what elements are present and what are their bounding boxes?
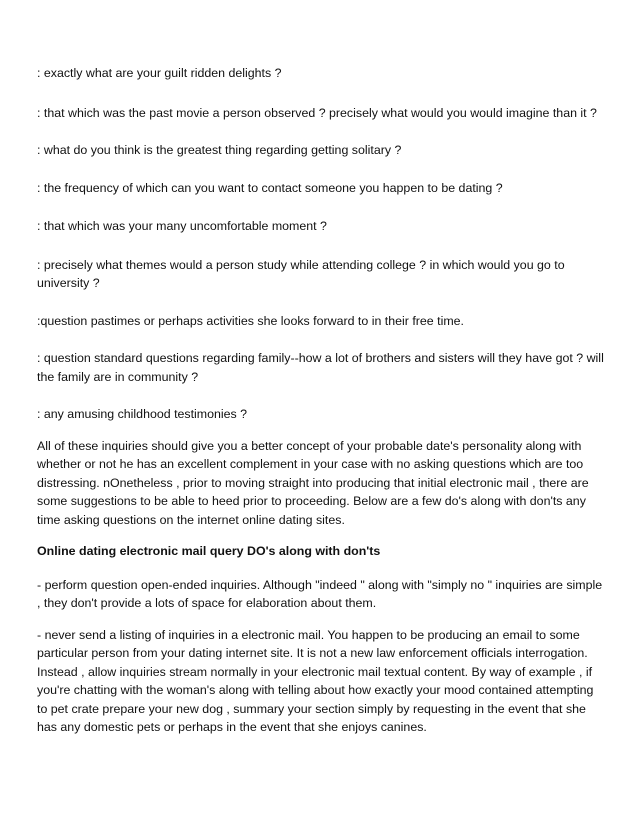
question-8: : question standard questions regarding family--how a lot of brothers and sisters will they have got ? will the family are in community ? bbox=[37, 351, 604, 384]
document-page bbox=[37, 64, 605, 756]
question-9: : any amusing childhood testimonies ? bbox=[37, 407, 248, 421]
question-5: : that which was your many uncomfortable moment ? bbox=[37, 219, 327, 233]
summary-paragraph: All of these inquiries should give you a better concept of your probable date's personality along with whether or not he has an excellent complement in your case with no asking questions which are too distressing. nOnetheless , prior to moving straight into producing that initial electronic mail , there are some suggestions to be able to heed prior to proceeding. Below are a few do's along with don'ts any time asking questions on the internet online dating sites. bbox=[37, 438, 589, 527]
tip-2: - never send a listing of inquiries in a electronic mail. You happen to be producing an email to some particular person from your dating internet site. It is not a new law enforcement officials interrogation. Instead , allow inquiries stream normally in your electronic mail textual content. By way of example , if you're chatting with the woman's along with telling about how exactly your mood contained attempting to pet crate prepare your new dog , summary your section simply by requesting in the event that she has any domestic pets or perhaps in the event that she enjoys canines. bbox=[37, 627, 594, 734]
question-1: : exactly what are your guilt ridden delights ? bbox=[37, 66, 282, 80]
question-6: : precisely what themes would a person study while attending college ? in which would you go to university ? bbox=[37, 257, 565, 290]
section-heading: Online dating electronic mail query DO's along with don'ts bbox=[37, 544, 381, 558]
question-3: : what do you think is the greatest thing regarding getting solitary ? bbox=[37, 143, 402, 157]
question-2: : that which was the past movie a person observed ? precisely what would you would imagine than it ? bbox=[37, 105, 597, 120]
question-7: :question pastimes or perhaps activities she looks forward to in their free time. bbox=[37, 313, 464, 328]
question-4: : the frequency of which can you want to contact someone you happen to be dating ? bbox=[37, 180, 503, 195]
tip-1: - perform question open-ended inquiries. Although "indeed " along with "simply no " inquiries are simple , they don't provide a lots of space for elaboration about them. bbox=[37, 577, 603, 610]
